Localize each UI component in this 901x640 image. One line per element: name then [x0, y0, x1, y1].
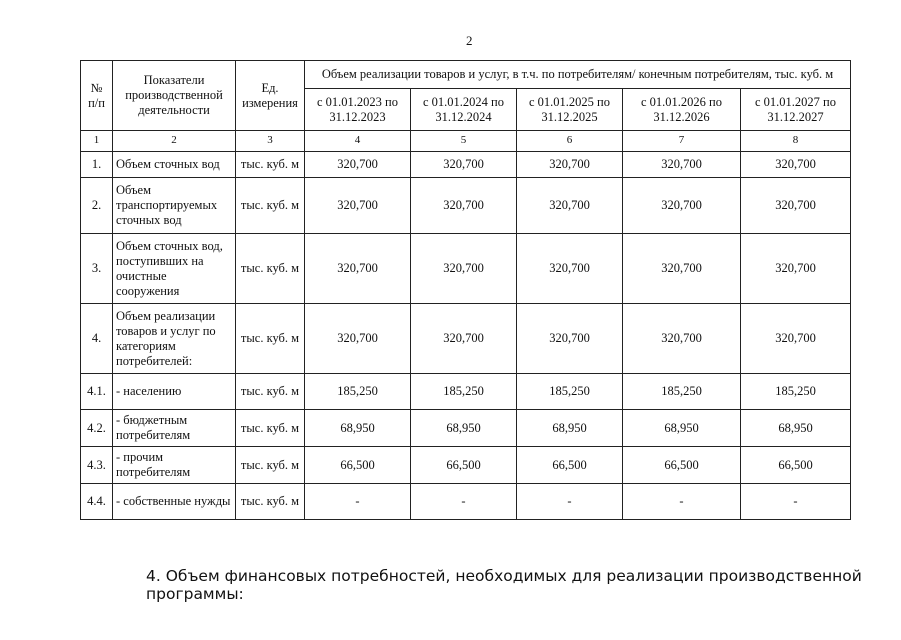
- table-row: [81, 410, 851, 447]
- row-number: 3.: [81, 234, 113, 304]
- row-value: 185,250: [623, 374, 741, 410]
- page-number: 2: [466, 33, 473, 48]
- row-value: 320,700: [517, 152, 623, 178]
- row-value: 320,700: [517, 304, 623, 374]
- row-unit: тыс. куб. м: [236, 484, 305, 520]
- row-value: 320,700: [305, 304, 411, 374]
- header-group: Объем реализации товаров и услуг, в т.ч. по потребителям/ конечным потребителям, тыс. куб. м: [305, 61, 851, 89]
- header-period: с 01.01.2024 по 31.12.2024: [411, 89, 517, 131]
- row-indicator-name: Объем сточных вод: [113, 152, 236, 178]
- row-value: 320,700: [741, 152, 851, 178]
- row-indicator-name: Объем реализации товаров и услуг по категориям потребителей:: [113, 304, 236, 374]
- row-value: -: [517, 484, 623, 520]
- row-value: 320,700: [305, 178, 411, 234]
- header-period: с 01.01.2025 по 31.12.2025: [517, 89, 623, 131]
- table-row: [81, 304, 851, 374]
- row-value: 66,500: [411, 447, 517, 484]
- production-volume-table: [80, 60, 851, 520]
- section-heading: 4. Объем финансовых потребностей, необходимых для реализации производственной программы:: [146, 567, 862, 603]
- row-indicator-name: Объем сточных вод, поступивших на очистные сооружения: [113, 234, 236, 304]
- row-number: 4.1.: [81, 374, 113, 410]
- table-row: [81, 447, 851, 484]
- row-value: 185,250: [741, 374, 851, 410]
- column-number: 2: [113, 131, 236, 152]
- row-indicator-name: - собственные нужды: [113, 484, 236, 520]
- column-number: 3: [236, 131, 305, 152]
- row-value: 320,700: [623, 152, 741, 178]
- row-value: -: [411, 484, 517, 520]
- column-number: 7: [623, 131, 741, 152]
- row-number: 1.: [81, 152, 113, 178]
- row-value: 320,700: [411, 234, 517, 304]
- row-value: 185,250: [411, 374, 517, 410]
- row-number: 4.: [81, 304, 113, 374]
- row-value: 320,700: [623, 178, 741, 234]
- row-unit: тыс. куб. м: [236, 178, 305, 234]
- column-number: 4: [305, 131, 411, 152]
- row-value: 320,700: [411, 304, 517, 374]
- row-number: 4.3.: [81, 447, 113, 484]
- column-number: 6: [517, 131, 623, 152]
- row-value: 320,700: [517, 178, 623, 234]
- header-num: № п/п: [81, 61, 113, 131]
- row-value: 66,500: [741, 447, 851, 484]
- row-value: 320,700: [411, 152, 517, 178]
- row-indicator-name: - прочим потребителям: [113, 447, 236, 484]
- row-value: 320,700: [517, 234, 623, 304]
- row-unit: тыс. куб. м: [236, 374, 305, 410]
- row-value: 68,950: [411, 410, 517, 447]
- header-period: с 01.01.2023 по 31.12.2023: [305, 89, 411, 131]
- row-value: 320,700: [623, 234, 741, 304]
- table-row: [81, 234, 851, 304]
- row-value: 320,700: [411, 178, 517, 234]
- table-row: [81, 484, 851, 520]
- row-value: 185,250: [517, 374, 623, 410]
- row-number: 4.2.: [81, 410, 113, 447]
- row-value: 320,700: [741, 304, 851, 374]
- row-unit: тыс. куб. м: [236, 410, 305, 447]
- row-value: -: [741, 484, 851, 520]
- row-value: 68,950: [623, 410, 741, 447]
- row-unit: тыс. куб. м: [236, 447, 305, 484]
- row-unit: тыс. куб. м: [236, 234, 305, 304]
- row-value: 66,500: [517, 447, 623, 484]
- row-number: 2.: [81, 178, 113, 234]
- row-value: 320,700: [741, 234, 851, 304]
- header-period: с 01.01.2026 по 31.12.2026: [623, 89, 741, 131]
- row-value: -: [305, 484, 411, 520]
- row-indicator-name: - бюджетным потребителям: [113, 410, 236, 447]
- header-indicator: Показатели производственной деятельности: [113, 61, 236, 131]
- row-value: 320,700: [305, 234, 411, 304]
- row-value: 320,700: [741, 178, 851, 234]
- table-row: [81, 374, 851, 410]
- column-number: 1: [81, 131, 113, 152]
- row-value: 320,700: [623, 304, 741, 374]
- header-period: с 01.01.2027 по 31.12.2027: [741, 89, 851, 131]
- row-value: 68,950: [741, 410, 851, 447]
- row-value: 320,700: [305, 152, 411, 178]
- row-unit: тыс. куб. м: [236, 304, 305, 374]
- table-row: [81, 152, 851, 178]
- row-unit: тыс. куб. м: [236, 152, 305, 178]
- row-value: 185,250: [305, 374, 411, 410]
- column-number: 8: [741, 131, 851, 152]
- row-value: -: [623, 484, 741, 520]
- row-indicator-name: Объем транспортируемых сточных вод: [113, 178, 236, 234]
- row-value: 68,950: [305, 410, 411, 447]
- row-value: 68,950: [517, 410, 623, 447]
- header-unit: Ед. измерения: [236, 61, 305, 131]
- row-number: 4.4.: [81, 484, 113, 520]
- row-value: 66,500: [305, 447, 411, 484]
- row-value: 66,500: [623, 447, 741, 484]
- row-indicator-name: - населению: [113, 374, 236, 410]
- column-number-row: [81, 131, 851, 152]
- table-row: [81, 178, 851, 234]
- column-number: 5: [411, 131, 517, 152]
